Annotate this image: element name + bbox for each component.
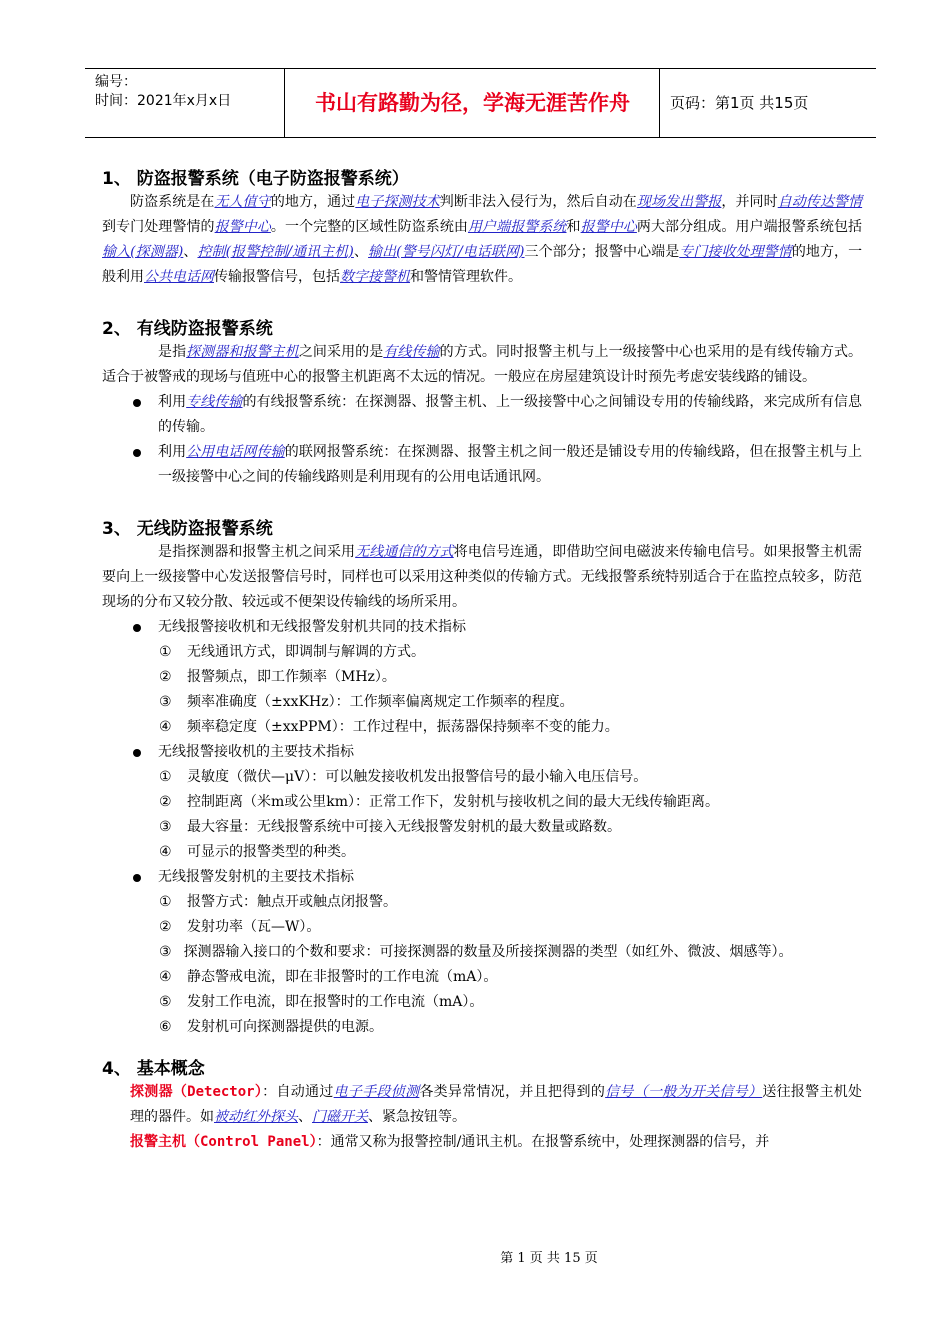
bullet-common-specs: 无线报警接收机和无线报警发射机共同的技术指标 — [102, 615, 862, 640]
header-info — [85, 69, 285, 137]
section-2-title: 2、 有线防盗报警系统 — [102, 319, 273, 339]
bullet-icon — [133, 874, 141, 882]
list-item: ⑤ 发射工作电流，即在报警时的工作电流（mA）。 — [159, 994, 484, 1010]
list-item: ① 无线通讯方式，即调制与解调的方式。 — [159, 644, 425, 660]
link-input[interactable]: 输入(探测器) — [102, 244, 184, 260]
link-user-system[interactable]: 用户端报警系统 — [467, 219, 567, 235]
link-electronic-detection[interactable]: 电子手段侦测 — [333, 1084, 420, 1100]
receiver-specs-list — [102, 765, 862, 865]
link-pir[interactable]: 被动红外探头 — [214, 1109, 298, 1125]
document-body — [102, 168, 862, 1155]
list-item: ④ 频率稳定度（±xxPPM）：工作过程中，振荡器保持频率不变的能力。 — [159, 719, 619, 735]
link-wired[interactable]: 有线传输 — [383, 344, 440, 360]
link-wireless[interactable]: 无线通信的方式 — [355, 544, 454, 560]
link-public-phone-transmit[interactable]: 公用电话网传输 — [186, 444, 285, 460]
term-control-panel: 报警主机（Control Panel） — [130, 1134, 317, 1150]
definition-detector: 探测器（Detector）：自动通过电子手段侦测各类异常情况，并且把得到的信号（一般为开关信号）送往报警主机处理的器件。如被动红外探头、门磁开关、紧急按钮等。 — [130, 1084, 863, 1125]
list-item: ④ 可显示的报警类型的种类。 — [159, 844, 355, 860]
section-4-title: 4、 基本概念 — [102, 1059, 205, 1079]
section-1-title: 1、 防盗报警系统（电子防盗报警系统） — [102, 169, 409, 189]
term-detector: 探测器（Detector） — [130, 1084, 263, 1100]
header-page-label: 页码：第1页 共15页 — [670, 94, 809, 112]
bullet-icon — [133, 449, 141, 457]
section-2-paragraph: 是指探测器和报警主机之间采用的是有线传输的方式。同时报警主机与上一级接警中心也采用的是有线传输方式。适合于被警戒的现场与值班中心的报警主机距离不太远的情况。一般应在房屋建筑设计时预先考虑安装线路的铺设。 — [102, 344, 863, 385]
bullet-receiver-specs: 无线报警接收机的主要技术指标 — [102, 740, 862, 765]
link-onsite-alarm[interactable]: 现场发出警报 — [636, 194, 722, 210]
transmitter-specs-list — [102, 890, 862, 1040]
list-item: ③ 探测器输入接口的个数和要求：可接探测器的数量及所接探测器的类型（如红外、微波、烟感等）。 — [159, 944, 793, 960]
link-unattended[interactable]: 无人值守 — [214, 194, 271, 210]
link-door-magnet[interactable]: 门磁开关 — [312, 1109, 368, 1125]
section-1-paragraph: 防盗系统是在无人值守的地方，通过电子探测技术判断非法入侵行为，然后自动在现场发出警报，并同时自动传达警情到专门处理警情的报警中心。一个完整的区域性防盗系统由用户端报警系统和报警中心两大部分组成。用户端报警系统包括输入(探测器)、控制(报警控制/通讯主机)、输出(警号闪灯/电话联网)三个部分；报警中心端是专门接收处理警情的地方，一般利用公共电话网传输报警信号，包括数字接警机和警情管理软件。 — [102, 194, 863, 285]
link-signal[interactable]: 信号（一般为开关信号） — [605, 1084, 763, 1100]
bullet-icon — [133, 749, 141, 757]
definition-control-panel: 报警主机（Control Panel）：通常又称为报警控制/通讯主机。在报警系统中，处理探测器的信号，并 — [130, 1134, 770, 1150]
list-item: ③ 频率准确度（±xxKHz）：工作频率偏离规定工作频率的程度。 — [159, 694, 574, 710]
page-header — [85, 68, 876, 138]
time-label: 时间：2021年x月x日 — [95, 93, 232, 109]
list-item: ⑥ 发射机可向探测器提供的电源。 — [159, 1019, 383, 1035]
bullet-transmitter-specs: 无线报警发射机的主要技术指标 — [102, 865, 862, 890]
link-detector-host[interactable]: 探测器和报警主机 — [186, 344, 299, 360]
link-output[interactable]: 输出(警号闪灯/电话联网) — [368, 244, 525, 260]
header-motto: 书山有路勤为径，学海无涯苦作舟 — [286, 69, 660, 137]
page-footer — [0, 1247, 950, 1266]
list-item: ① 报警方式：触点开或触点闭报警。 — [159, 894, 397, 910]
link-digital-receiver[interactable]: 数字接警机 — [340, 269, 410, 285]
link-control[interactable]: 控制(报警控制/通讯主机) — [197, 244, 354, 260]
link-receive-alarm[interactable]: 专门接收处理警情 — [679, 244, 792, 260]
code-label: 编号： — [95, 74, 137, 90]
list-item: ② 控制距离（米m或公里km）：正常工作下，发射机与接收机之间的最大无线传输距离。 — [159, 794, 720, 810]
link-auto-transmit[interactable]: 自动传达警情 — [777, 194, 863, 210]
link-alarm-center-2[interactable]: 报警中心 — [580, 219, 637, 235]
list-item: ① 灵敏度（微伏—μV）：可以触发接收机发出报警信号的最小输入电压信号。 — [159, 769, 648, 785]
list-item: ③ 最大容量：无线报警系统中可接入无线报警发射机的最大数量或路数。 — [159, 819, 621, 835]
list-item: ② 发射功率（瓦—W）。 — [159, 919, 321, 935]
section-3-paragraph: 是指探测器和报警主机之间采用无线通信的方式将电信号连通，即借助空间电磁波来传输电信号。如果报警主机需要向上一级接警中心发送报警信号时，同样也可以采用这种类似的传输方式。无线报警系统特别适合于在监控点较多，防范现场的分布又较分散、较远或不便架设传输线的场所采用。 — [102, 544, 863, 610]
common-specs-list — [102, 640, 862, 740]
bullet-public-phone: 利用公用电话网传输的联网报警系统：在探测器、报警主机之间一般还是铺设专用的传输线路，但在报警主机与上一级接警中心之间的传输线路则是利用现有的公用电话通讯网。 — [102, 440, 862, 490]
link-detection-tech[interactable]: 电子探测技术 — [355, 194, 440, 210]
section-3-title: 3、 无线防盗报警系统 — [102, 519, 273, 539]
bullet-dedicated-line: 利用专线传输的有线报警系统：在探测器、报警主机、上一级接警中心之间铺设专用的传输线路，来完成所有信息的传输。 — [102, 390, 862, 440]
link-dedicated-line[interactable]: 专线传输 — [186, 394, 243, 410]
link-public-phone[interactable]: 公共电话网 — [144, 269, 214, 285]
bullet-icon — [133, 399, 141, 407]
footer-page-number: 第 1 页 共 15 页 — [500, 1251, 598, 1266]
list-item: ② 报警频点，即工作频率（MHz）。 — [159, 669, 396, 685]
bullet-icon — [133, 624, 141, 632]
link-alarm-center[interactable]: 报警中心 — [214, 219, 271, 235]
list-item: ④ 静态警戒电流，即在非报警时的工作电流（mA）。 — [159, 969, 498, 985]
